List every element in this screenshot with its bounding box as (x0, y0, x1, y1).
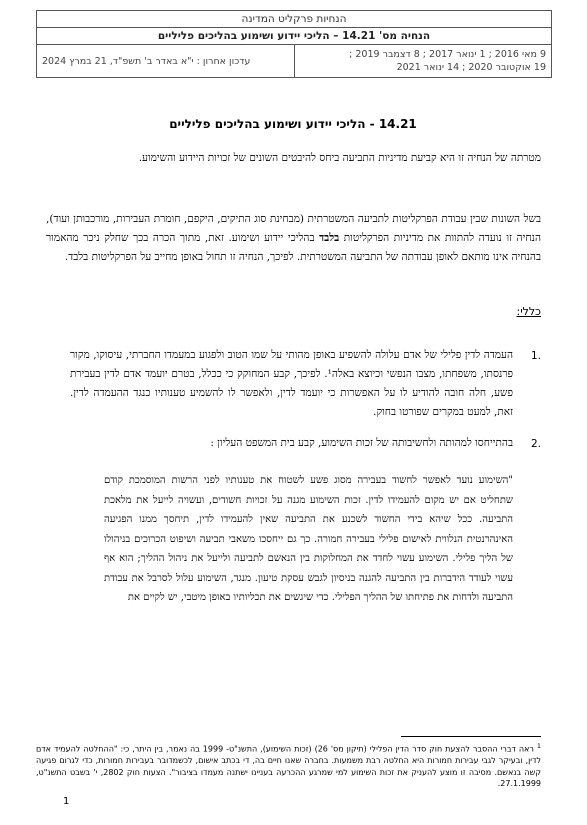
footnote-text: ראה דברי ההסבר להצעת חוק סדר הדין הפלילי (תיקון מס' 26) (זכות השימוע), התשנ"ט- 1999 בה נאמר, בין היתר, כי: "ההחלטה להעמיד אדם לדין, ובעיקר לגבי עבירות חמורות היא החלטה רבת משמעות. בחברה שאנו חיים בה, די בכתב אישום, לכשמדובר בעבירות חמורות, כדי לגרום פגיעה קשה בנאשם. מסיבה זו מוצע להעניק את זכות השימוע למי שמרגע ההכרעה בעניינו ישתנה מעמדו בציבור". הצעות חוק 2802, י' בשבט התשנ"ט, 27.1.1999. (36, 744, 542, 789)
revision-dates-line1: 9 מאי 2016 ; 1 ינואר 2017 ; 8 דצמבר 2019 ; (349, 49, 546, 60)
page-title: 14.21 - הליכי יידוע ושימוע בהליכים פליליים (169, 117, 417, 131)
revision-dates (294, 45, 552, 77)
guideline-name: הנחיה מס' 14.21 – הליכי יידוע ושימוע בהליכים פליליים (37, 28, 551, 45)
item-1-number: 1. (530, 350, 541, 362)
footnote-separator (401, 736, 541, 737)
scope-text-b: בהליכי יידוע ושימוע. זאת, מתוך הכרה בכך שחלק ניכר מהאמור בהנחיה אינו מותאם לאופן עבודתה של התביעה המשטרתית. לפיכך, הנחיה זו תחול באופן מחייב על הפרקליטות בלבד. (46, 232, 541, 263)
footnote (36, 741, 541, 790)
page-number: 1 (63, 796, 70, 807)
dates-row (37, 45, 551, 77)
footnote-marker: 1 (536, 742, 541, 750)
document-header (36, 10, 552, 78)
org-name: הנחיות פרקליט המדינה (37, 11, 551, 28)
item-2-number: 2. (530, 438, 541, 450)
scope-paragraph (46, 210, 541, 267)
last-updated: עדכון אחרון : י"א באדר ב' תשפ"ד, 21 במרץ 2024 (42, 55, 251, 67)
supreme-court-quote: "השימוע נועד לאפשר לחשוד בעבירה מסוג פשע לשטוח את טענותיו לפני הרשות המוסמכת קודם שתחליט אם יש מקום להעמידו לדין. זכות השימוע מגנה על זכויות חשודים, ועשויה לייעל את מלאכת התביעה. ככל שיהא בידי החשוד לשכנע את התביעה שאין להעמידו לדין, תיחסך ממנו הפגיעה האינהרנטית הנלווית לאישום פלילי בעבירה חמורה. כך גם ייחסכו משאבי תביעה ושיפוט הכרוכים בניהולו של הליך פלילי. השימוע עשוי לחדד את המחלוקות בין הנאשם לתביעה ולייעל את ניהול ההליך; הוא אף עשוי לעודד הידברות בין התביעה להגנה בניסיון לגבש עסקת טיעון. מנגד, השימוע עלול לסרבל את עבודת התביעה ולדחות את פתיחתו של ההליך הפלילי. כדי שיגשים את תכליותיו באופן מיטבי, יש לקיים את (104, 475, 513, 603)
item-1-text: העמדה לדין פלילי של אדם עלולה להשפיע באופן מהותי על שמו הטוב ולפגוע במעמדו החברתי, עיסוקו, מקור פרנסתו, משפחתו, מצבו הנפשי וכיוצא באלה¹. לפיכך, קבע המחוקק כי ככלל, בטרם יועמד אדם לדין בעבירת פשע, חלה חובה להודיע לו על האפשרות כי יועמד לדין, ולאפשר לו להשמיע טענותיו כנגד ההעמדה לדין. זאת, למעט במקרים שפורטו בחוק. (70, 349, 513, 418)
item-2-text: בהתייחסו למהותה ולחשיבותה של זכות השימוע, קבע בית המשפט העליון : (210, 437, 513, 449)
scope-text-a: בשל השונות שבין עבודת הפרקליטות לתביעה המשטרתית (מבחינת סוג התיקים, היקפם, חומרת העבירות, מורכבותן ועוד), הנחיה זו נועדה להתוות את מדיניות הפרקליטות (46, 213, 541, 244)
scope-bold: בלבד (319, 232, 340, 244)
revision-dates-line2: 19 אוקטובר 2020 ; 14 ינואר 2021 (396, 62, 546, 73)
intro-paragraph: מטרתה של הנחיה זו היא קביעת מדיניות התביעה ביחס להיבטים השונים של זכויות היידוע והשימוע. (138, 152, 541, 164)
general-heading: כללי: (516, 305, 541, 318)
